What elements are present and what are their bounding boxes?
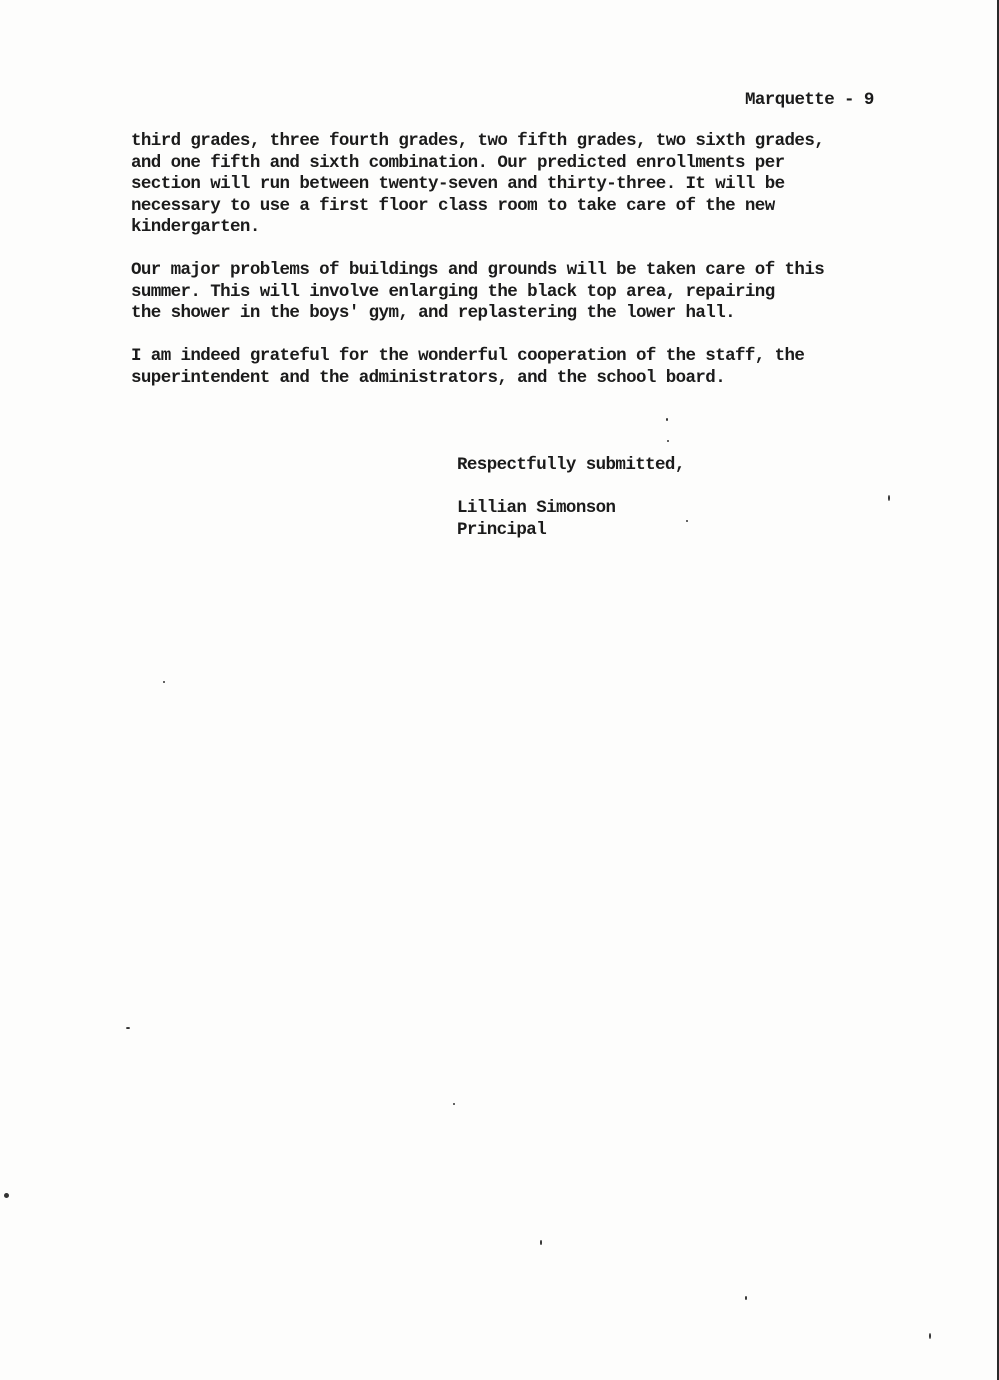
paragraph-buildings [131, 260, 891, 325]
signer-name: Lillian Simonson [457, 498, 616, 518]
paragraph-enrollment [131, 131, 891, 239]
text-line: section will run between twenty-seven and thirty-three. It will be [131, 174, 785, 194]
scan-speck [453, 1103, 455, 1105]
page-header: Marquette - 9 [745, 90, 874, 110]
paragraph-gratitude [131, 346, 891, 389]
scan-speck [888, 495, 890, 501]
scan-speck [686, 520, 688, 522]
text-line: Our major problems of buildings and grounds will be taken care of this [131, 260, 825, 280]
scan-speck [745, 1296, 747, 1300]
text-line: necessary to use a first floor class room to take care of the new [131, 195, 775, 216]
scan-speck [540, 1240, 542, 1245]
text-line: and one fifth and sixth combination. Our predicted enrollments per [131, 152, 785, 173]
signer-title: Principal [457, 520, 547, 540]
scan-speck [4, 1193, 9, 1198]
text-line: third grades, three fourth grades, two fifth grades, two sixth grades, [131, 131, 825, 151]
text-line: kindergarten. [131, 217, 260, 237]
signature-block [457, 497, 615, 541]
closing-salutation: Respectfully submitted, [457, 455, 685, 475]
scan-speck [163, 681, 165, 683]
scan-speck [666, 418, 668, 421]
text-line: I am indeed grateful for the wonderful cooperation of the staff, the [131, 346, 805, 366]
text-line: superintendent and the administrators, and the school board. [131, 367, 726, 388]
scan-speck [126, 1027, 130, 1029]
scan-speck [929, 1333, 931, 1339]
text-line: summer. This will involve enlarging the black top area, repairing [131, 281, 775, 302]
scan-speck [667, 440, 669, 442]
text-line: the shower in the boys' gym, and replastering the lower hall. [131, 303, 736, 323]
